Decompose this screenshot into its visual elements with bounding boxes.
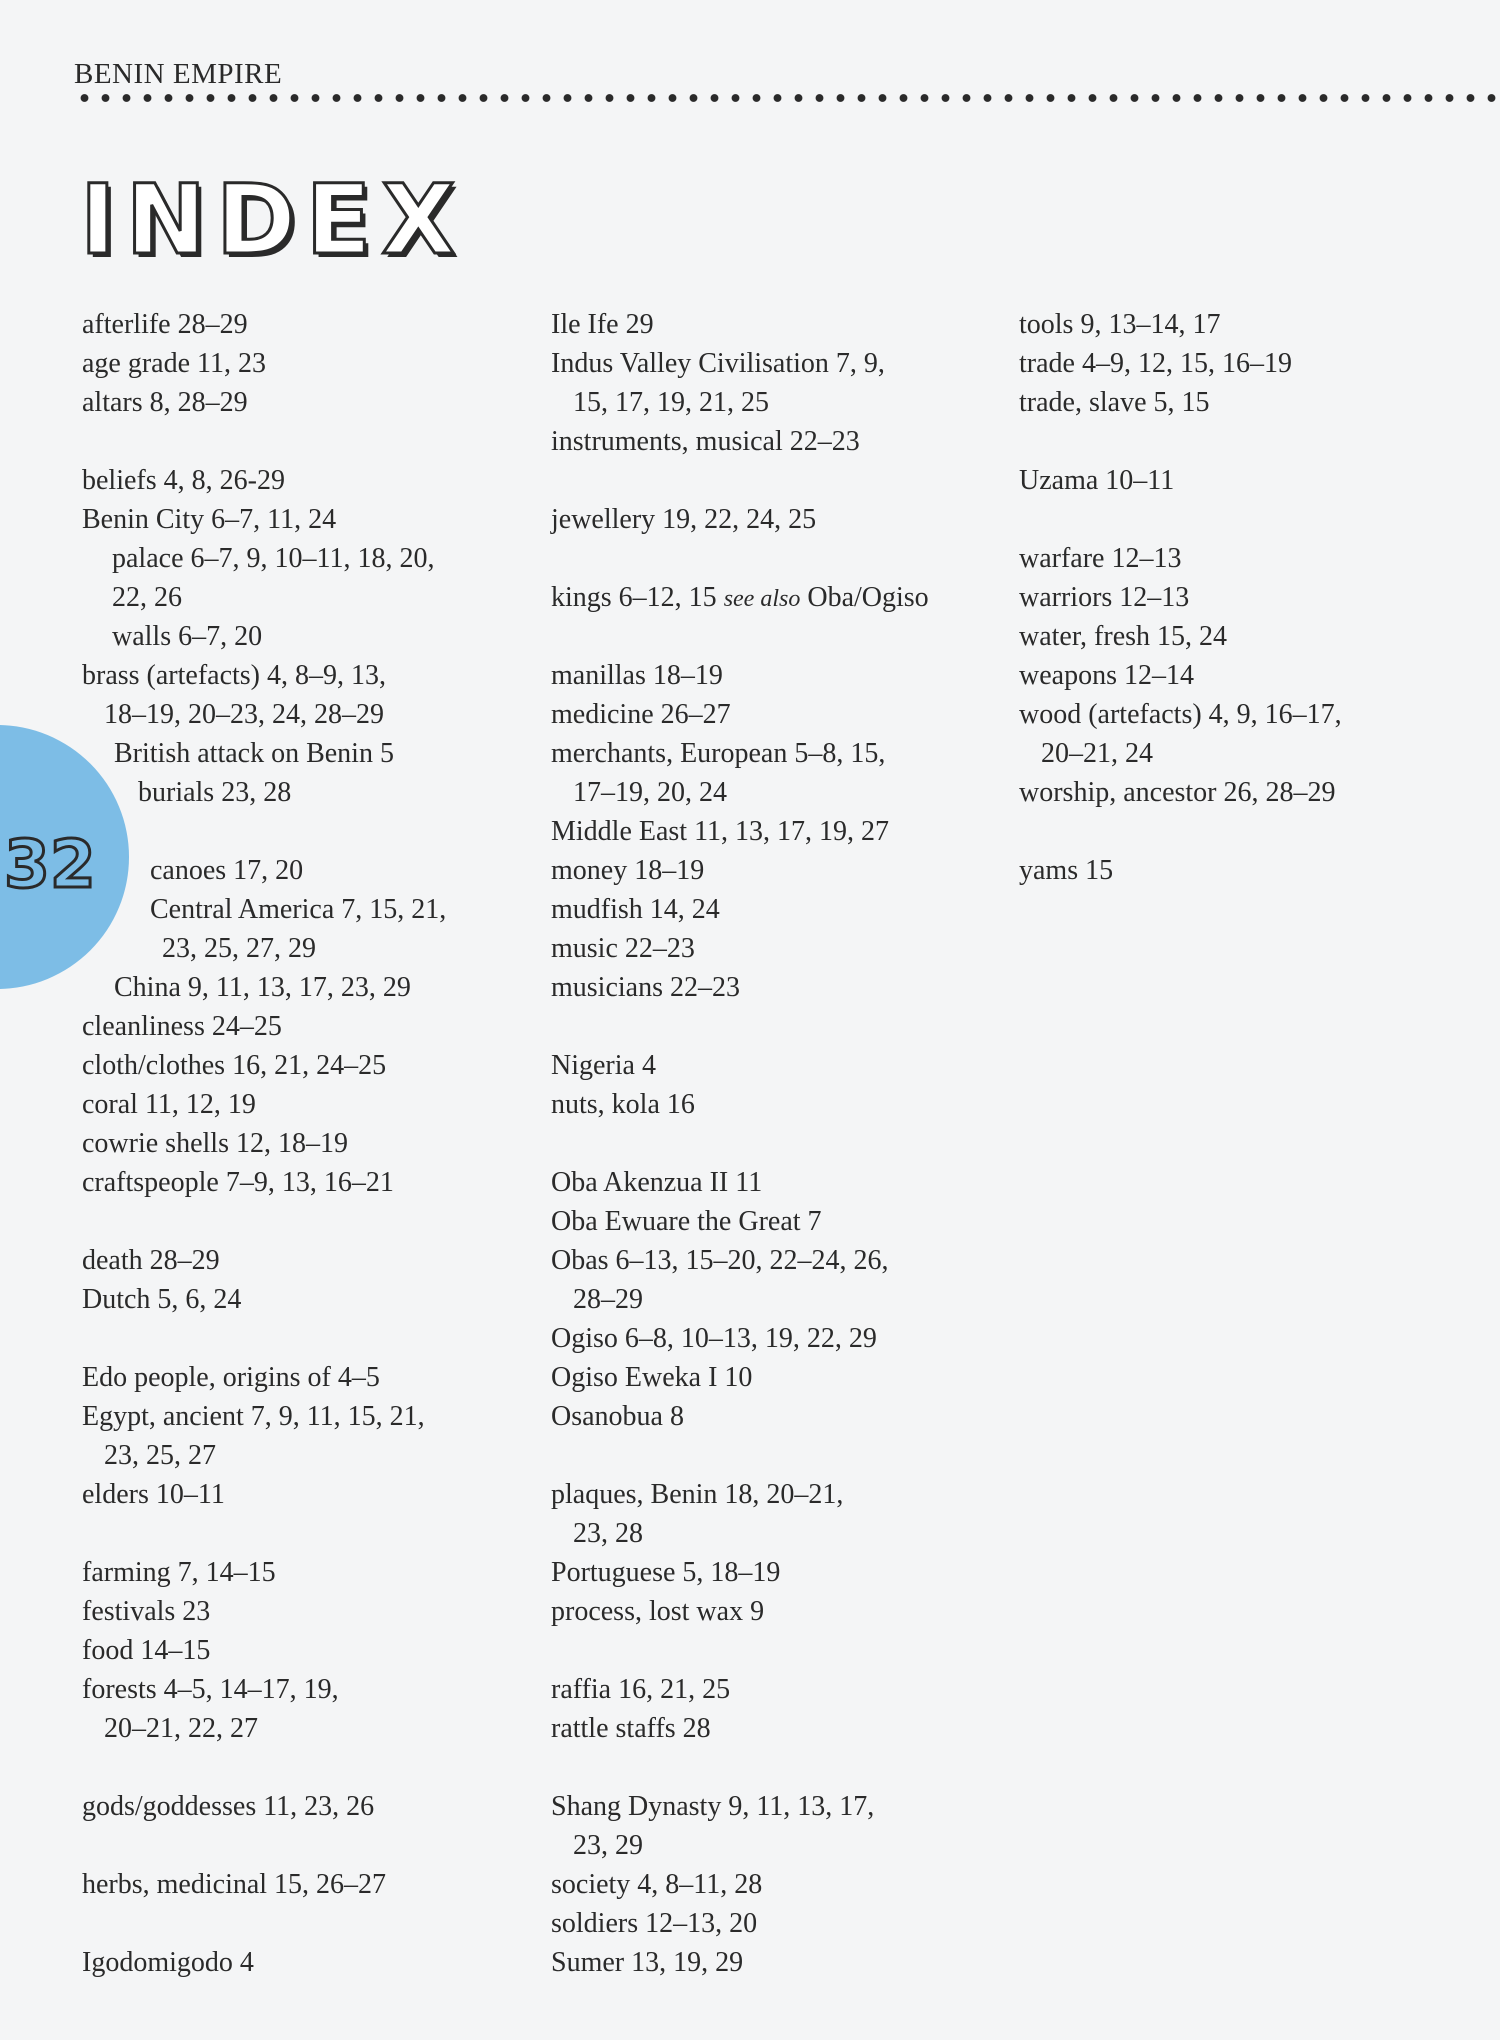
- index-spacer: [551, 461, 929, 500]
- index-entry-text: Obas 6–13, 15–20, 22–24, 26,: [551, 1245, 889, 1276]
- index-entry-text: musicians 22–23: [551, 972, 740, 1003]
- index-spacer: [82, 1826, 446, 1865]
- index-entry-text: music 22–23: [551, 933, 695, 964]
- running-header: BENIN EMPIRE: [74, 58, 283, 90]
- index-entry: [551, 851, 929, 890]
- index-spacer: [1019, 812, 1342, 851]
- index-entry: [82, 734, 446, 773]
- index-spacer: [1019, 500, 1342, 539]
- index-entry: [551, 812, 929, 851]
- index-entry-text: China 9, 11, 13, 17, 23, 29: [114, 972, 411, 1003]
- index-entry-text: yams 15: [1019, 855, 1114, 886]
- index-spacer: [82, 422, 446, 461]
- index-entry-text: warriors 12–13: [1019, 582, 1190, 613]
- index-entry-text: 18–19, 20–23, 24, 28–29: [104, 699, 384, 730]
- index-entry-text: 17–19, 20, 24: [573, 777, 727, 808]
- index-entry: [82, 1592, 446, 1631]
- index-entry-text: coral 11, 12, 19: [82, 1089, 256, 1120]
- index-entry: [551, 734, 929, 773]
- index-entry: [82, 929, 446, 968]
- index-entry-text: rattle staffs 28: [551, 1713, 711, 1744]
- index-entry: [82, 1358, 446, 1397]
- index-entry: [82, 1787, 446, 1826]
- index-entry-text: burials 23, 28: [138, 777, 292, 808]
- index-entry: [82, 1046, 446, 1085]
- index-entry: [82, 1865, 446, 1904]
- index-entry: [551, 1046, 929, 1085]
- index-entry-text: trade 4–9, 12, 15, 16–19: [1019, 348, 1292, 379]
- index-spacer: [551, 1436, 929, 1475]
- index-entry-text: cloth/clothes 16, 21, 24–25: [82, 1050, 387, 1081]
- index-entry: [551, 500, 929, 539]
- index-entry-text: beliefs 4, 8, 26-29: [82, 465, 285, 496]
- index-entry: [82, 1436, 446, 1475]
- index-entry: [82, 578, 446, 617]
- see-also-label: see also: [723, 586, 801, 612]
- index-entry: [82, 968, 446, 1007]
- index-entry-text: jewellery 19, 22, 24, 25: [551, 504, 817, 535]
- index-entry-text: Ogiso 6–8, 10–13, 19, 22, 29: [551, 1323, 877, 1354]
- index-column-1: [82, 305, 446, 1982]
- index-entry: [82, 1280, 446, 1319]
- index-entry-text: Oba Akenzua II 11: [551, 1167, 763, 1198]
- index-entry: [551, 890, 929, 929]
- index-entry: [551, 1553, 929, 1592]
- index-entry-text: worship, ancestor 26, 28–29: [1019, 777, 1336, 808]
- index-entry: [551, 422, 929, 461]
- index-entry-text: 15, 17, 19, 21, 25: [573, 387, 769, 418]
- index-entry: [1019, 695, 1342, 734]
- index-entry: [551, 1592, 929, 1631]
- index-column-2: [551, 305, 929, 1982]
- index-entry-text: manillas 18–19: [551, 660, 723, 691]
- index-entry: [82, 1709, 446, 1748]
- index-entry: [1019, 539, 1342, 578]
- index-entry-text: Ile Ife 29: [551, 309, 654, 340]
- index-entry-text: forests 4–5, 14–17, 19,: [82, 1674, 339, 1705]
- index-entry: [551, 1514, 929, 1553]
- index-entry: [551, 1085, 929, 1124]
- index-entry-text: Indus Valley Civilisation 7, 9,: [551, 348, 885, 379]
- index-entry-text: soldiers 12–13, 20: [551, 1908, 758, 1939]
- index-entry-text: plaques, Benin 18, 20–21,: [551, 1479, 844, 1510]
- index-entry: [551, 929, 929, 968]
- index-entry-text: Nigeria 4: [551, 1050, 656, 1081]
- index-entry: [551, 968, 929, 1007]
- index-entry-text: 22, 26: [112, 582, 182, 613]
- index-entry-text: trade, slave 5, 15: [1019, 387, 1210, 418]
- index-entry-text: Igodomigodo 4: [82, 1947, 254, 1978]
- index-entry: [82, 383, 446, 422]
- index-entry-text: canoes 17, 20: [150, 855, 304, 886]
- index-entry: [82, 305, 446, 344]
- index-entry-text: Uzama 10–11: [1019, 465, 1175, 496]
- index-entry-text: craftspeople 7–9, 13, 16–21: [82, 1167, 394, 1198]
- index-spacer: [82, 1202, 446, 1241]
- index-entry-text: process, lost wax 9: [551, 1596, 765, 1627]
- index-entry: [82, 1241, 446, 1280]
- index-entry-text: merchants, European 5–8, 15,: [551, 738, 886, 769]
- index-entry: [82, 1124, 446, 1163]
- index-entry: [551, 1904, 929, 1943]
- index-entry: [1019, 578, 1342, 617]
- index-entry-text: cleanliness 24–25: [82, 1011, 282, 1042]
- page-title: INDEX: [80, 164, 466, 276]
- see-also-target: Oba/Ogiso: [800, 582, 929, 613]
- index-entry-text: Egypt, ancient 7, 9, 11, 15, 21,: [82, 1401, 425, 1432]
- index-entry-text: altars 8, 28–29: [82, 387, 248, 418]
- index-entry: [82, 1670, 446, 1709]
- index-spacer: [82, 1514, 446, 1553]
- index-entry-text: warfare 12–13: [1019, 543, 1182, 574]
- index-spacer: [551, 1007, 929, 1046]
- index-spacer: [82, 1904, 446, 1943]
- index-entry: [551, 305, 929, 344]
- index-entry-text: 23, 25, 27, 29: [162, 933, 316, 964]
- index-entry-text: afterlife 28–29: [82, 309, 248, 340]
- index-entry: [1019, 656, 1342, 695]
- index-entry-text: 23, 29: [573, 1830, 643, 1861]
- index-entry-text: kings 6–12, 15: [551, 582, 724, 613]
- index-spacer: [82, 812, 446, 851]
- index-spacer: [551, 1631, 929, 1670]
- index-entry: [551, 383, 929, 422]
- index-entry: [551, 656, 929, 695]
- index-entry-text: wood (artefacts) 4, 9, 16–17,: [1019, 699, 1342, 730]
- index-entry: [551, 1202, 929, 1241]
- index-entry-text: death 28–29: [82, 1245, 220, 1276]
- index-entry: [1019, 383, 1342, 422]
- index-entry-text: British attack on Benin 5: [114, 738, 394, 769]
- index-entry: [82, 1475, 446, 1514]
- index-entry: [551, 344, 929, 383]
- index-entry: [551, 1241, 929, 1280]
- index-entry: [551, 1280, 929, 1319]
- index-entry: [82, 773, 446, 812]
- index-spacer: [551, 617, 929, 656]
- index-entry: [551, 1943, 929, 1982]
- index-entry: [82, 890, 446, 929]
- page-number: 32: [4, 826, 96, 903]
- index-entry: [82, 1085, 446, 1124]
- index-entry: [551, 1787, 929, 1826]
- index-entry: [551, 1163, 929, 1202]
- index-entry-text: Dutch 5, 6, 24: [82, 1284, 242, 1315]
- index-entry: [82, 851, 446, 890]
- index-entry: [551, 1319, 929, 1358]
- index-entry-text: Edo people, origins of 4–5: [82, 1362, 380, 1393]
- index-entry: [1019, 734, 1342, 773]
- index-entry: [82, 344, 446, 383]
- index-spacer: [551, 1124, 929, 1163]
- index-entry-text: food 14–15: [82, 1635, 211, 1666]
- index-spacer: [551, 1748, 929, 1787]
- index-entry-text: Shang Dynasty 9, 11, 13, 17,: [551, 1791, 875, 1822]
- index-entry: [551, 1358, 929, 1397]
- index-entry-text: brass (artefacts) 4, 8–9, 13,: [82, 660, 387, 691]
- index-entry: [82, 656, 446, 695]
- index-entry-text: weapons 12–14: [1019, 660, 1194, 691]
- index-entry-text: tools 9, 13–14, 17: [1019, 309, 1221, 340]
- index-entry-text: farming 7, 14–15: [82, 1557, 276, 1588]
- index-entry: [82, 1943, 446, 1982]
- index-entry-text: 28–29: [573, 1284, 643, 1315]
- index-entry: [551, 1709, 929, 1748]
- index-entry-text: age grade 11, 23: [82, 348, 266, 379]
- index-entry-text: 20–21, 22, 27: [104, 1713, 258, 1744]
- index-entry-text: festivals 23: [82, 1596, 211, 1627]
- index-entry-text: Central America 7, 15, 21,: [150, 894, 447, 925]
- index-entry-text: palace 6–7, 9, 10–11, 18, 20,: [112, 543, 435, 574]
- index-column-3: [1019, 305, 1342, 890]
- index-entry: [551, 1865, 929, 1904]
- index-entry-text: 20–21, 24: [1041, 738, 1153, 769]
- index-entry-text: Middle East 11, 13, 17, 19, 27: [551, 816, 890, 847]
- index-entry: [1019, 344, 1342, 383]
- index-entry: [1019, 617, 1342, 656]
- index-entry-text: gods/goddesses 11, 23, 26: [82, 1791, 375, 1822]
- index-entry: [82, 461, 446, 500]
- index-spacer: [1019, 422, 1342, 461]
- index-entry-text: society 4, 8–11, 28: [551, 1869, 763, 1900]
- index-entry-text: medicine 26–27: [551, 699, 731, 730]
- index-entry-text: Sumer 13, 19, 29: [551, 1947, 744, 1978]
- index-entry-text: raffia 16, 21, 25: [551, 1674, 731, 1705]
- index-entry-text: Portuguese 5, 18–19: [551, 1557, 781, 1588]
- index-entry: [551, 1670, 929, 1709]
- index-entry: [551, 1475, 929, 1514]
- index-entry-text: cowrie shells 12, 18–19: [82, 1128, 348, 1159]
- index-entry: [551, 578, 929, 617]
- index-entry: [82, 1631, 446, 1670]
- index-entry: [551, 695, 929, 734]
- index-entry: [82, 1553, 446, 1592]
- index-entry: [1019, 773, 1342, 812]
- index-entry-text: nuts, kola 16: [551, 1089, 695, 1120]
- index-entry-text: 23, 25, 27: [104, 1440, 216, 1471]
- index-entry-text: money 18–19: [551, 855, 705, 886]
- index-entry: [551, 773, 929, 812]
- index-entry-text: Benin City 6–7, 11, 24: [82, 504, 337, 535]
- dotted-divider: [74, 93, 1500, 103]
- index-entry-text: Osanobua 8: [551, 1401, 684, 1432]
- index-entry: [82, 539, 446, 578]
- index-entry: [82, 1007, 446, 1046]
- index-entry: [551, 1397, 929, 1436]
- index-entry-text: elders 10–11: [82, 1479, 225, 1510]
- index-entry: [1019, 851, 1342, 890]
- index-entry-text: walls 6–7, 20: [112, 621, 263, 652]
- index-entry: [1019, 305, 1342, 344]
- index-entry: [82, 1397, 446, 1436]
- index-entry-text: Ogiso Eweka I 10: [551, 1362, 753, 1393]
- index-entry-text: water, fresh 15, 24: [1019, 621, 1228, 652]
- index-entry-text: mudfish 14, 24: [551, 894, 720, 925]
- index-entry: [551, 1826, 929, 1865]
- index-entry-text: 23, 28: [573, 1518, 643, 1549]
- index-entry: [82, 1163, 446, 1202]
- index-entry: [82, 695, 446, 734]
- index-entry: [82, 500, 446, 539]
- index-spacer: [551, 539, 929, 578]
- index-entry-text: herbs, medicinal 15, 26–27: [82, 1869, 387, 1900]
- index-entry-text: Oba Ewuare the Great 7: [551, 1206, 822, 1237]
- index-spacer: [82, 1319, 446, 1358]
- index-entry-text: instruments, musical 22–23: [551, 426, 860, 457]
- index-entry: [82, 617, 446, 656]
- index-spacer: [82, 1748, 446, 1787]
- index-entry: [1019, 461, 1342, 500]
